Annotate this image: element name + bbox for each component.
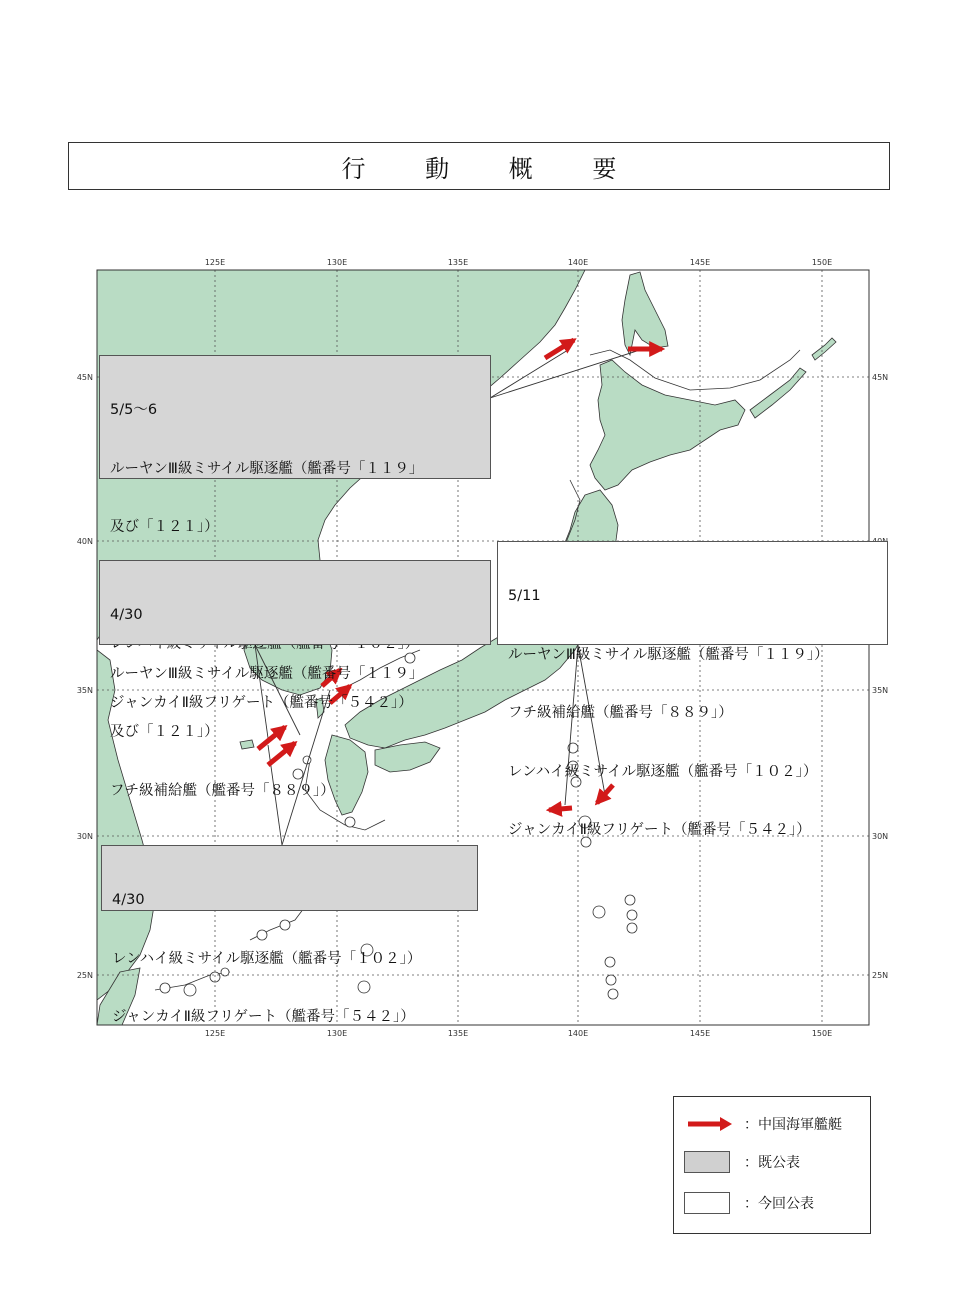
callout-line: レンハイ級ミサイル駆逐艦（艦番号「１０２」） — [508, 763, 818, 780]
legend-row-white — [684, 1192, 814, 1214]
callout-line: 及び「１２１」） — [110, 724, 219, 740]
legend-label: ：中国海軍艦艇 — [744, 1117, 842, 1133]
callout-line: 4/30 — [112, 892, 145, 908]
callout-line: ジャンカイⅡ級フリゲート（艦番号「５４２」） — [112, 1009, 415, 1025]
tick-label: 145E — [689, 1029, 711, 1038]
tick-label: 140E — [567, 1029, 589, 1038]
tick-label: 35N — [76, 686, 93, 695]
callout-line: ジャンカイⅡ級フリゲート（艦番号「５４２」） — [508, 822, 811, 838]
tick-label: 130E — [326, 258, 348, 267]
tick-label: 45N — [76, 373, 93, 382]
tick-label: 30N — [872, 832, 889, 841]
legend-label: ：既公表 — [744, 1155, 800, 1171]
legend-row-arrow — [684, 1113, 842, 1135]
tick-label: 25N — [76, 971, 93, 980]
tick-label: 35N — [872, 686, 889, 695]
tick-label: 25N — [872, 971, 889, 980]
white-box-icon — [684, 1192, 730, 1214]
callout-line: 及び「１２１」） — [110, 519, 219, 535]
tick-label: 140E — [567, 258, 589, 267]
tick-label: 150E — [811, 1029, 833, 1038]
callout-line: 4/30 — [110, 607, 143, 623]
callout-line: ルーヤンⅢ級ミサイル駆逐艦（艦番号「１１９」） — [508, 646, 829, 663]
red-arrow-icon — [684, 1113, 734, 1135]
callout-line: ルーヤンⅢ級ミサイル駆逐艦（艦番号「１１９」 — [110, 665, 424, 682]
legend — [673, 1096, 871, 1234]
tick-label: 40N — [76, 537, 93, 546]
legend-label: ：今回公表 — [744, 1196, 814, 1212]
callout-line: フチ級補給艦（艦番号「８８９」） — [110, 782, 335, 799]
legend-row-gray — [684, 1151, 800, 1173]
callout-line: 5/5～6 — [110, 402, 158, 418]
tick-label: 130E — [326, 1029, 348, 1038]
gray-box-icon — [684, 1151, 730, 1173]
lon-ticks-top — [205, 258, 832, 267]
lat-ticks-left — [77, 373, 93, 980]
callout-line: レンハイ級ミサイル駆逐艦（艦番号「１０２」） — [112, 950, 422, 967]
callout-apr30-b — [101, 845, 478, 1025]
tick-label: 135E — [447, 258, 469, 267]
callout-line: フチ級補給艦（艦番号「８８９」） — [508, 705, 733, 721]
tick-label: 150E — [811, 258, 833, 267]
tick-label: 30N — [76, 832, 93, 841]
callout-line: 5/11 — [508, 588, 541, 604]
tick-label: 145E — [689, 258, 711, 267]
tick-label: 125E — [204, 258, 226, 267]
tick-label: 125E — [204, 1029, 226, 1038]
tick-label: 45N — [872, 373, 889, 382]
page-title: 行 動 概 要 — [341, 154, 643, 183]
callout-line: ジャンカイⅡ級フリゲート（艦番号「５４２」） — [110, 694, 413, 711]
callout-line: ルーヤンⅢ級ミサイル駆逐艦（艦番号「１１９」 — [110, 460, 424, 477]
tick-label: 135E — [447, 1029, 469, 1038]
